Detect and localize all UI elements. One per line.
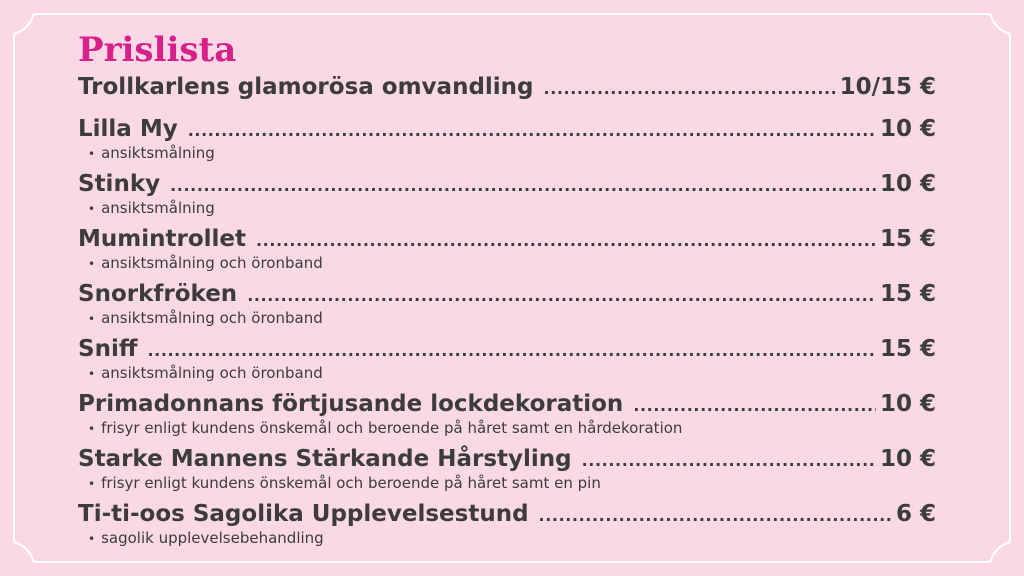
item-description: • ansiktsmålning och öronband [88,364,323,382]
item-description: • frisyr enligt kundens önskemål och beroende på håret samt en hårdekoration [88,419,683,437]
leader-dots [539,499,892,531]
item-name: Starke Mannens Stärkande Hårstyling [78,446,572,472]
leader-dots [147,334,876,366]
price-item [78,334,936,389]
item-description: • ansiktsmålning och öronband [88,254,323,272]
item-description: • ansiktsmålning [88,144,215,162]
item-price: 15 € [879,336,936,362]
page-title: Prislista [78,30,237,70]
price-item [78,169,936,224]
item-price: 10 € [879,171,936,197]
leader-dots [633,389,876,421]
price-item [78,389,936,444]
price-item [78,444,936,499]
item-description: • frisyr enligt kundens önskemål och beroende på håret samt en pin [88,474,601,492]
item-name: Mumintrollet [78,226,246,252]
price-item [78,224,936,279]
item-description: • ansiktsmålning [88,199,215,217]
item-price: 15 € [879,226,936,252]
leader-dots [544,72,836,104]
leader-dots [247,279,876,311]
item-name: Ti-ti-oos Sagolika Upplevelsestund [78,501,529,527]
item-description: • ansiktsmålning och öronband [88,309,323,327]
item-price: 10/15 € [839,74,936,100]
item-price: 15 € [879,281,936,307]
item-price: 10 € [879,116,936,142]
item-name: Trollkarlens glamorösa omvandling [78,74,534,100]
item-name: Lilla My [78,116,178,142]
item-price: 10 € [879,446,936,472]
price-item [78,114,936,169]
price-item [78,499,936,554]
price-item [78,279,936,334]
item-price: 10 € [879,391,936,417]
leader-dots [256,224,876,256]
item-name: Sniff [78,336,138,362]
item-name: Primadonnans förtjusande lockdekoration [78,391,624,417]
price-item [78,72,936,114]
price-list [78,30,936,554]
leader-dots [188,114,876,146]
item-description: • sagolik upplevelsebehandling [88,529,324,547]
item-price: 6 € [895,501,936,527]
item-name: Stinky [78,171,161,197]
leader-dots [582,444,876,476]
leader-dots [170,169,876,201]
item-name: Snorkfröken [78,281,238,307]
